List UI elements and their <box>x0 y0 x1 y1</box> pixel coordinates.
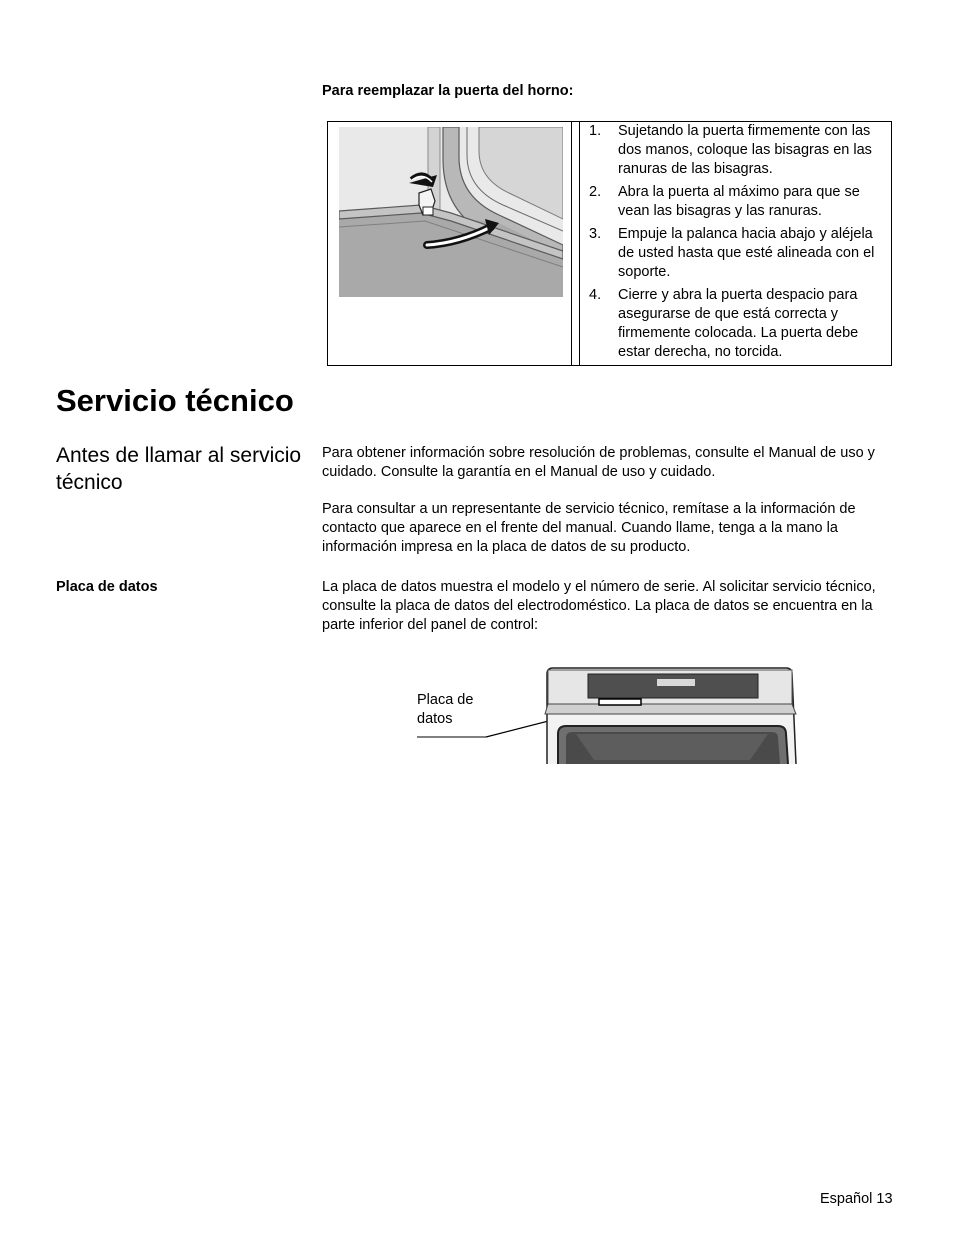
table-divider <box>571 121 572 366</box>
list-item <box>588 183 888 221</box>
step-text: Abra la puerta al máximo para que se vean las bisagras y las ranuras. <box>618 184 860 219</box>
step-number: 4. <box>589 287 602 303</box>
procedure-heading: Para reemplazar la puerta del horno: <box>322 83 574 99</box>
section-title: Servicio técnico <box>56 383 294 418</box>
callout-line: Placa de <box>417 692 474 708</box>
page-number: Español 13 <box>820 1191 893 1207</box>
step-text: Empuje la palanca hacia abajo y aléjela de usted hasta que esté alineada con el soporte. <box>618 226 875 280</box>
procedure-steps-list <box>588 122 888 366</box>
data-plate-callout <box>417 691 473 729</box>
data-plate-paragraph: La placa de datos muestra el modelo y el número de serie. Al solicitar servicio técnico, consulte la placa de datos del electrodoméstico. La placa de datos se encuentra en la parte inferior del panel de control: <box>322 579 876 633</box>
step-text: Cierre y abra la puerta despacio para asegurarse de que está correcta y firmemente colocada. La puerta debe estar derecha, no torcida. <box>618 287 859 360</box>
contact-paragraph: Para consultar a un representante de servicio técnico, remítase a la información de contacto que aparece en el frente del manual. Cuando llame, tenga a la mano la información impresa en la placa de datos de su producto. <box>322 501 856 555</box>
oven-door-hinge-illustration <box>339 127 563 297</box>
data-plate-label: Placa de datos <box>56 579 158 595</box>
step-number: 2. <box>589 184 602 200</box>
callout-line: datos <box>417 711 453 727</box>
subsection-title: Antes de llamar al servicio técnico <box>56 444 302 494</box>
list-item <box>588 225 888 282</box>
troubleshooting-paragraph: Para obtener información sobre resolución de problemas, consulte el Manual de uso y cuidado. Consulte la garantía en el Manual de uso y cuidado. <box>322 445 875 480</box>
table-divider <box>579 121 580 366</box>
list-item <box>588 286 888 362</box>
list-item <box>588 122 888 179</box>
step-number: 1. <box>589 123 602 139</box>
step-number: 3. <box>589 226 602 242</box>
step-text: Sujetando la puerta firmemente con las dos manos, coloque las bisagras en las ranuras de las bisagras. <box>618 123 872 177</box>
